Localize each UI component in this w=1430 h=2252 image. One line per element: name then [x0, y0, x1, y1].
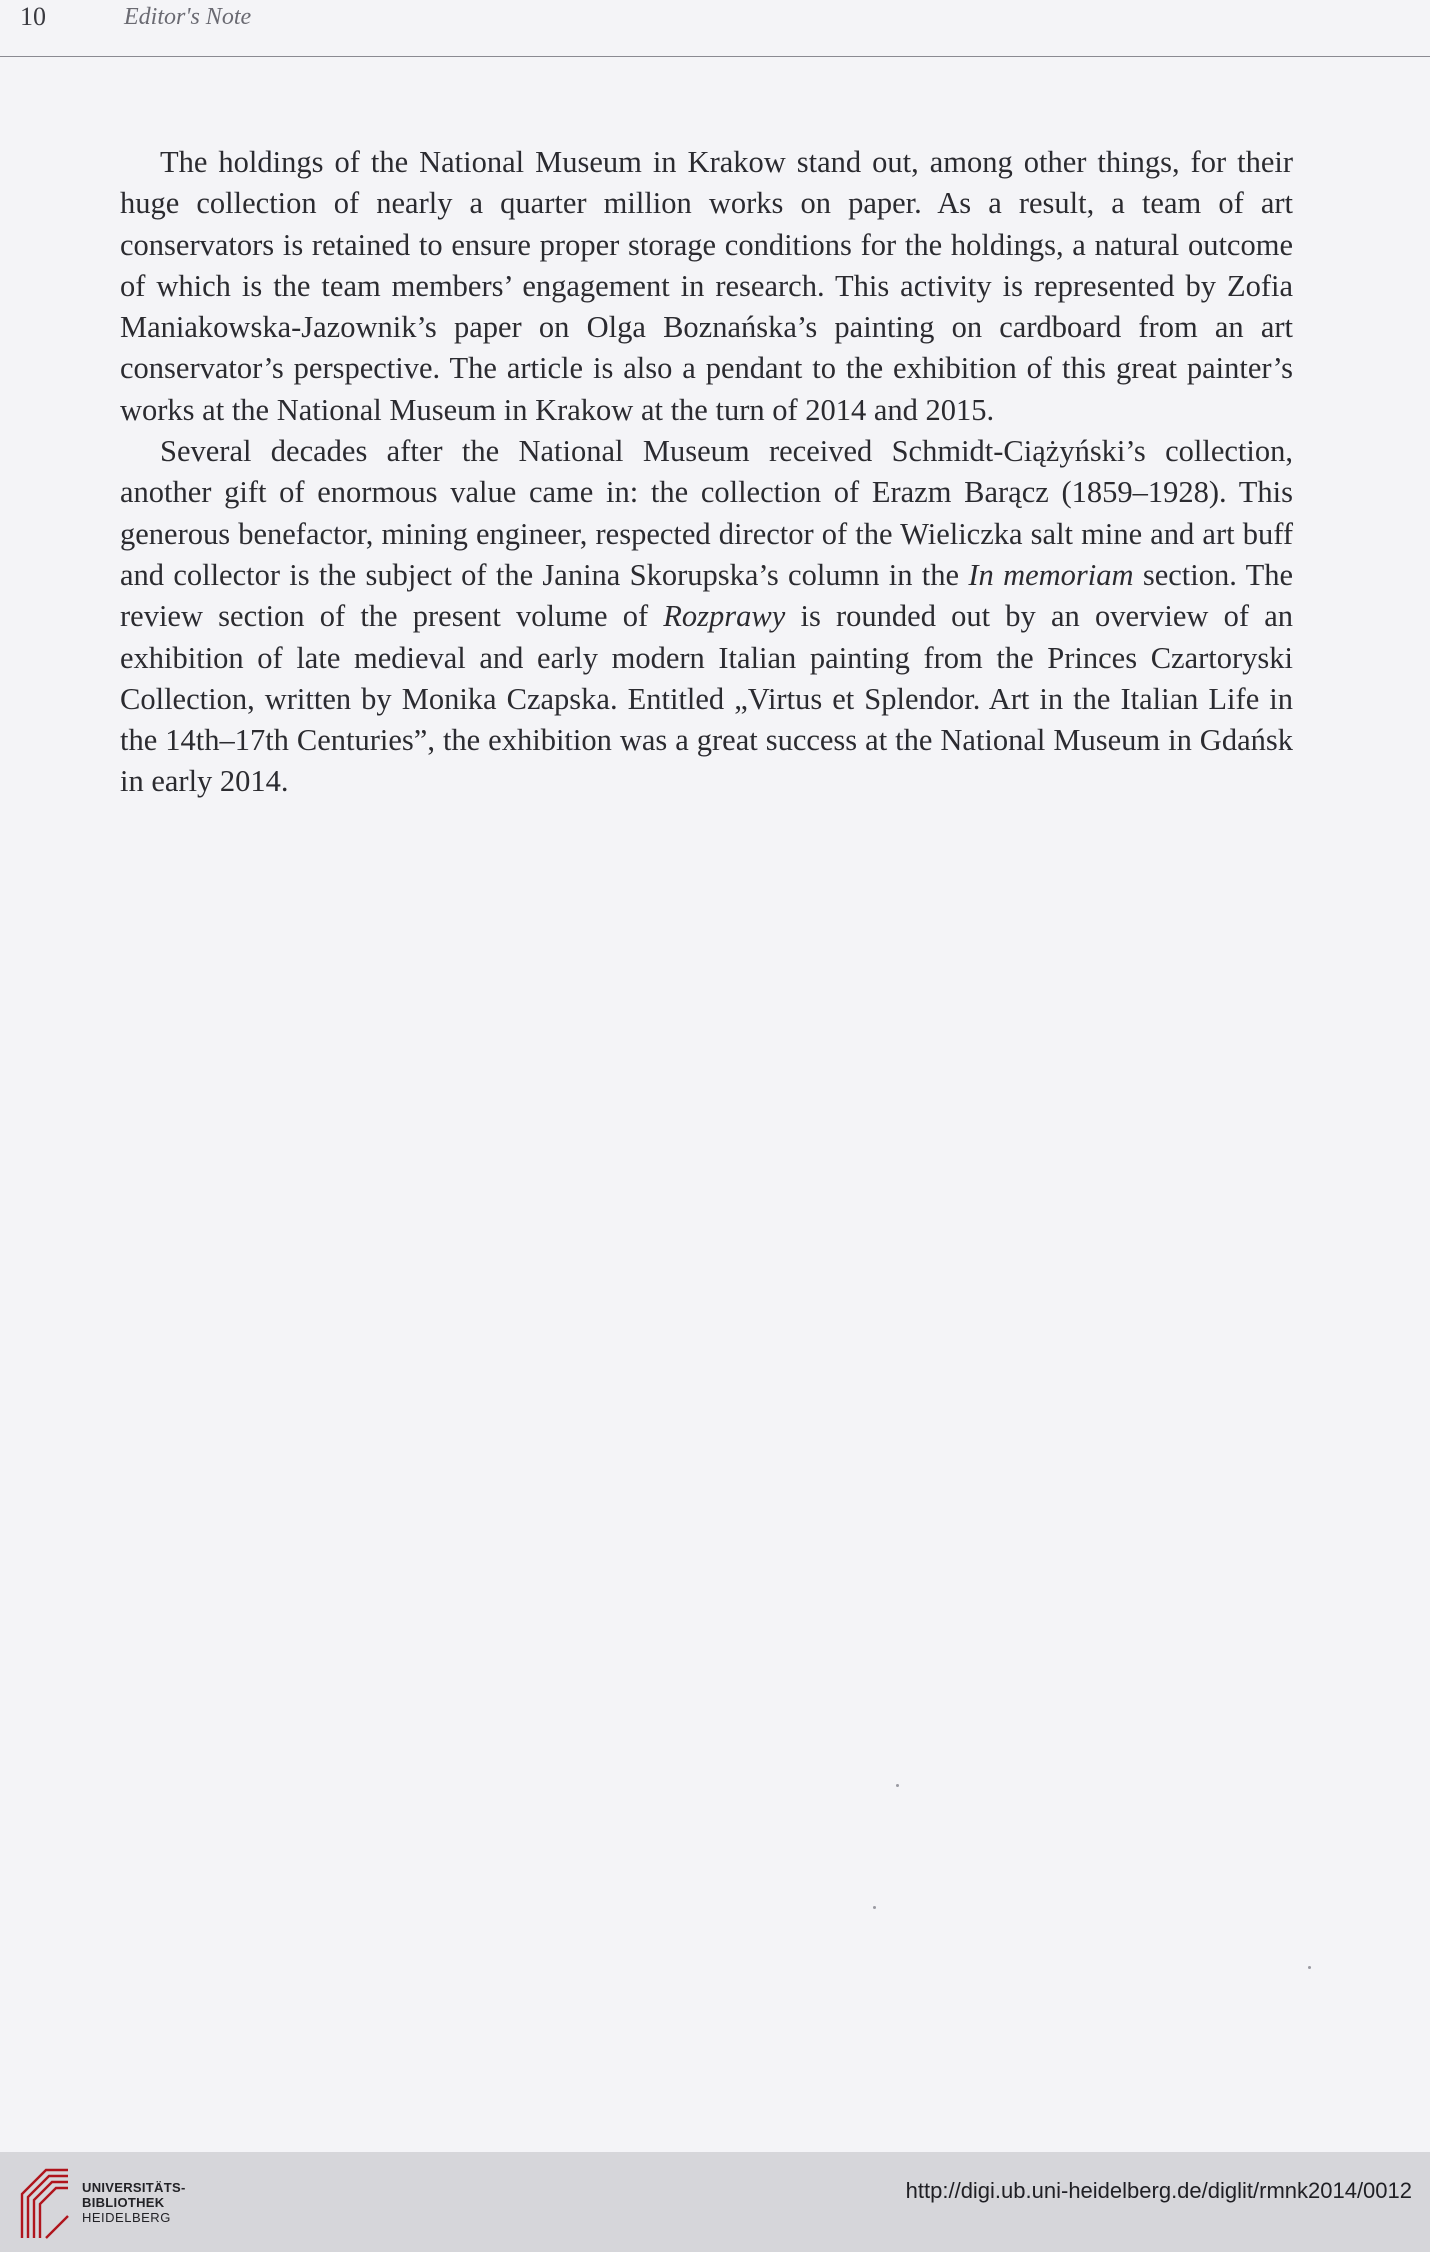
page-number: 10 [20, 2, 46, 31]
text-run: The holdings of the National Museum in Krakow stand out, among other things, for their huge collection of nearly a quarter million works on paper. As a result, a team of art conservators is retained to ensure proper storage conditions for the holdings, a natural outcome of which is the team members’ engagement in research. This activity is represented by Zofia Maniakowska-Jazownik’s paper on Olga Boznańska’s painting on cardboard from an art conservator’s perspective. The article is also a pendant to the exhibition of this great painter’s works at the National Museum in Krakow at the turn of 2014 and 2015. [120, 145, 1293, 427]
library-name [82, 2180, 186, 2225]
scan-speck [1308, 1966, 1311, 1969]
digitization-footer [0, 2152, 1430, 2252]
running-head: Editor's Note [124, 4, 252, 30]
ub-heidelberg-logo-icon [16, 2164, 72, 2240]
scan-speck [873, 1906, 876, 1909]
scan-speck [896, 1784, 899, 1787]
library-name-line: BIBLIOTHEK [82, 2195, 165, 2210]
text-run: is rounded out by an overview of an exhibition of late medieval and early modern Italian painting from the Princes Czartoryski Collection, written by Monika Czapska. Entitled „Virtus et Splendor. Art in the Italian Life in the 14th–17th Centuries”, the exhibition was a great success at the National Museum in Gdańsk in early 2014. [120, 599, 1293, 799]
permalink-url[interactable]: http://digi.ub.uni-heidelberg.de/diglit/rmnk2014/0012 [905, 2178, 1412, 2203]
paragraph [120, 142, 1293, 431]
library-name-line: HEIDELBERG [82, 2210, 171, 2225]
text-run: Several decades after the National Museum received Schmidt-Ciążyński’s collection, another gift of enormous value came in: the collection of Erazm Barącz (1859–1928). This generous benefactor, mining engineer, respected director of the Wieliczka salt mine and art buff and collector is the subject of the Janina Skorupska’s column in the [120, 434, 1293, 592]
paragraph [120, 431, 1293, 803]
header-rule [0, 56, 1430, 57]
body-text [120, 142, 1293, 803]
italic-title-run: Rozprawy [663, 599, 786, 634]
italic-title-run: In memoriam [968, 557, 1134, 592]
text-run: section. The review section of the present volume of [120, 557, 1293, 634]
page-header [0, 0, 1430, 40]
library-name-line: UNIVERSITÄTS- [82, 2180, 186, 2195]
